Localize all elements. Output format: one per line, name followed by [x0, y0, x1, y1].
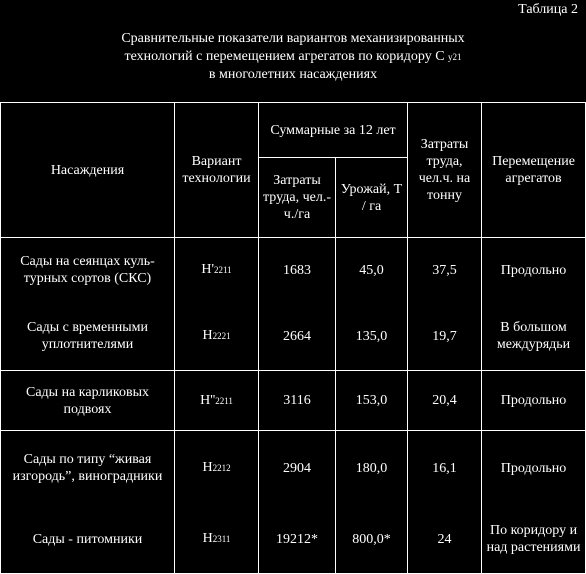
cell-movement: Продольно — [482, 371, 586, 431]
header-movement: Перемещение агрегатов — [482, 103, 586, 238]
variant-subscript: 2211 — [215, 395, 233, 406]
cell-labor: 1683 — [259, 238, 336, 303]
header-plantings: Насаждения — [1, 103, 175, 238]
title-line-2: технологий с перемещением агрегатов по коридору С у21 — [124, 49, 462, 64]
cell-variant — [175, 431, 259, 506]
table-row — [1, 371, 586, 431]
table-row — [1, 303, 586, 371]
variant-code: Н — [202, 328, 213, 344]
cell-variant — [175, 506, 259, 574]
cell-movement: В большом междурядьи — [482, 303, 586, 371]
header-total: Суммарные за 12 лет — [259, 103, 408, 158]
variant-code: Н — [202, 531, 213, 547]
cell-labor: 3116 — [259, 371, 336, 431]
cell-per-ton: 20,4 — [408, 371, 482, 431]
variant-subscript: 2212 — [212, 463, 231, 474]
cell-labor: 2904 — [259, 431, 336, 506]
cell-movement: Продольно — [482, 431, 586, 506]
header-yield: Урожай, Т / га — [336, 158, 408, 238]
cell-labor: 19212* — [259, 506, 336, 574]
table-row — [1, 506, 586, 574]
table-label: Таблица 2 — [518, 2, 578, 17]
cell-per-ton: 16,1 — [408, 431, 482, 506]
cell-variant — [175, 238, 259, 303]
cell-yield: 153,0 — [336, 371, 408, 431]
cell-planting: Сады - питомники — [1, 506, 175, 574]
cell-per-ton: 24 — [408, 506, 482, 574]
cell-yield: 135,0 — [336, 303, 408, 371]
cell-planting: Сады на сеянцах куль-турных сортов (СКС) — [1, 238, 175, 303]
table-title — [0, 30, 586, 84]
title-subscript: у21 — [448, 52, 462, 62]
cell-planting: Сады на карликовых подвоях — [1, 371, 175, 431]
variant-code: Н'' — [200, 392, 216, 408]
cell-planting: Сады с временными уплотнителями — [1, 303, 175, 371]
variant-code: Н' — [201, 262, 214, 278]
comparison-table — [0, 102, 586, 574]
cell-yield: 800,0* — [336, 506, 408, 574]
header-variant: Вариант технологии — [175, 103, 259, 238]
cell-per-ton: 37,5 — [408, 238, 482, 303]
header-labor-per-ton: Затраты труда, чел.ч. на тонну — [408, 103, 482, 238]
table-row — [1, 431, 586, 506]
cell-movement: По коридору и над растениями — [482, 506, 586, 574]
cell-per-ton: 19,7 — [408, 303, 482, 371]
cell-movement: Продольно — [482, 238, 586, 303]
variant-subscript: 2311 — [212, 534, 231, 545]
variant-subscript: 2211 — [213, 265, 232, 276]
cell-labor: 2664 — [259, 303, 336, 371]
cell-yield: 45,0 — [336, 238, 408, 303]
table-row — [1, 238, 586, 303]
cell-variant — [175, 371, 259, 431]
variant-code: Н — [202, 460, 213, 476]
variant-subscript: 2221 — [212, 331, 231, 342]
cell-variant — [175, 303, 259, 371]
header-labor: Затраты труда, чел.-ч./га — [259, 158, 336, 238]
title-line-1: Сравнительные показатели вариантов механизированных — [121, 31, 465, 46]
cell-yield: 180,0 — [336, 431, 408, 506]
title-line-3: в многолетних насаждениях — [208, 67, 378, 82]
cell-planting: Сады по типу “живая изгородь”, виноградники — [1, 431, 175, 506]
